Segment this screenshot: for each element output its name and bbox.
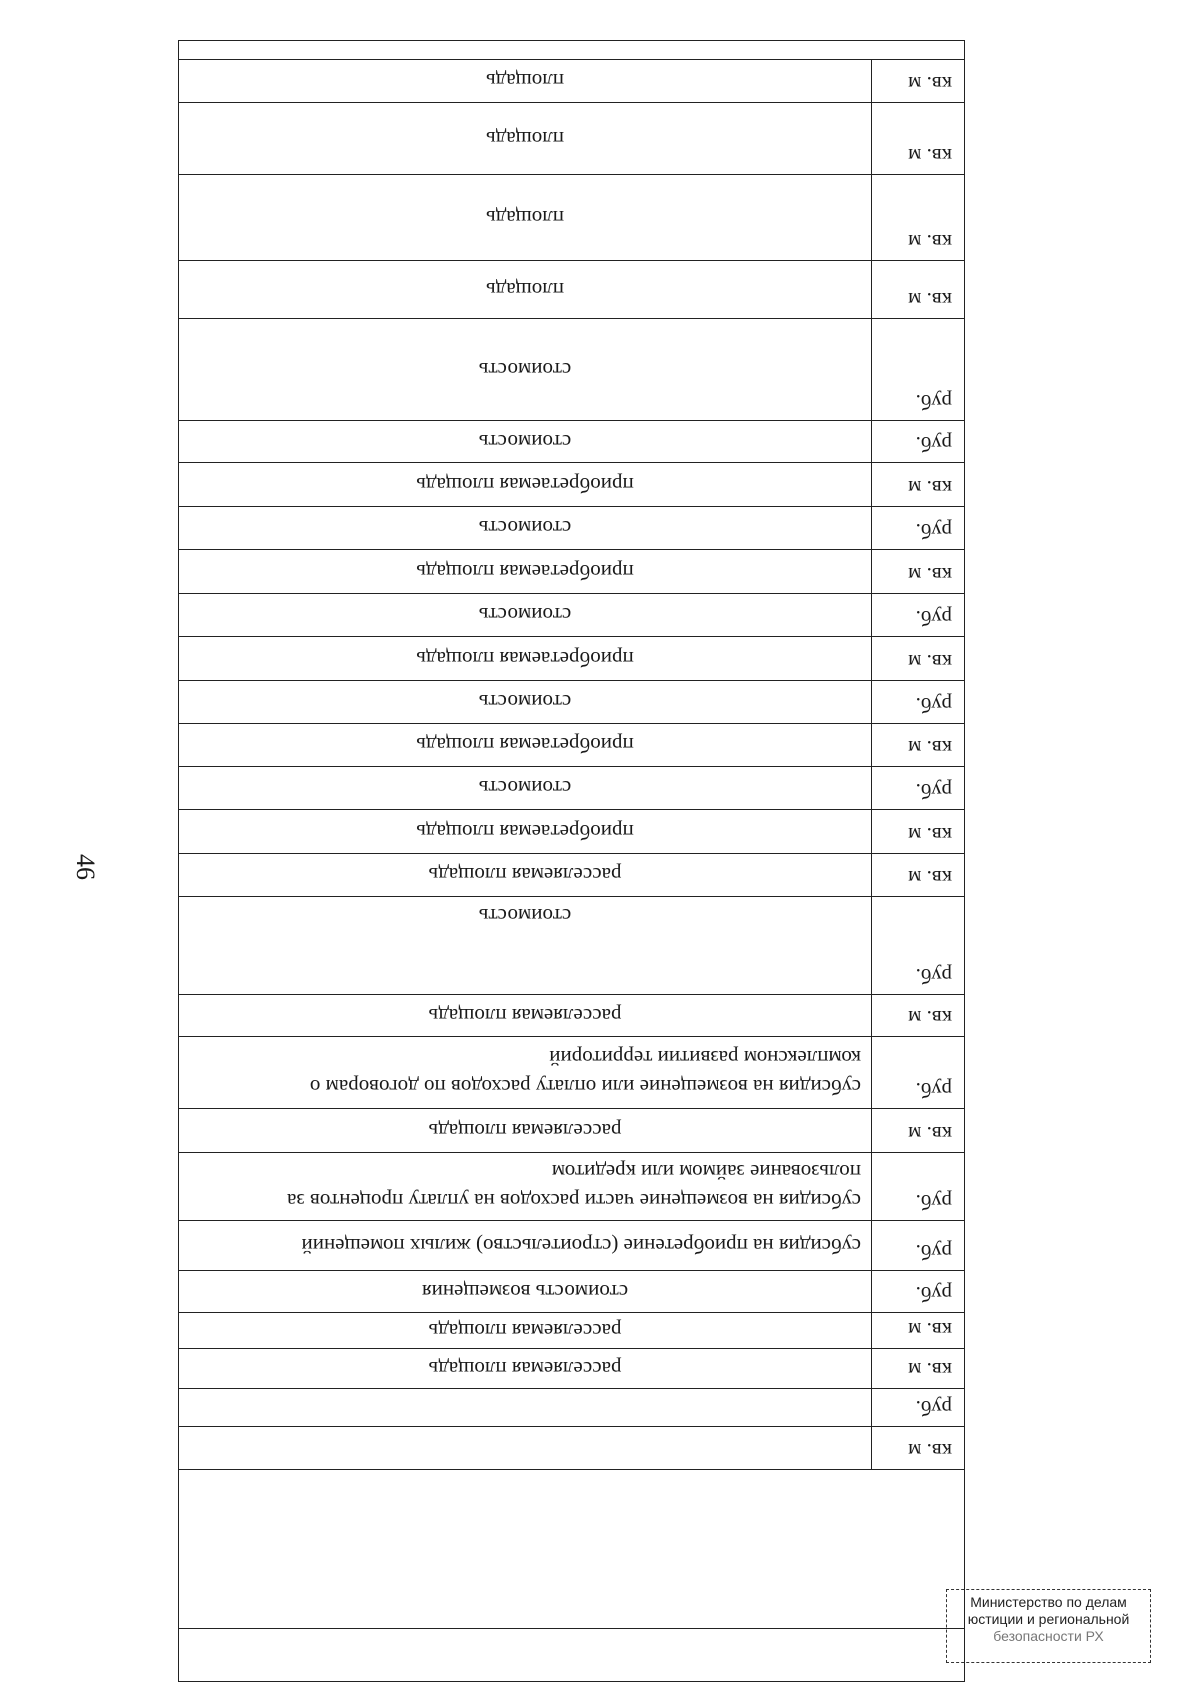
table-row	[179, 260, 964, 318]
description-cell: площадь	[486, 277, 564, 302]
unit-cell: руб.	[871, 507, 964, 549]
table-row	[179, 593, 964, 636]
table-header-block	[179, 1469, 964, 1681]
unit-cell: кв. м	[871, 1313, 964, 1348]
unit-cell: кв. м	[871, 1109, 964, 1152]
table-row	[179, 462, 964, 506]
table-row	[179, 853, 964, 896]
table-row	[179, 680, 964, 723]
description-cell: стоимость	[478, 690, 572, 715]
table-row	[179, 766, 964, 809]
table-row	[179, 1036, 964, 1108]
table-row	[179, 174, 964, 260]
unit-cell: кв. м	[871, 261, 964, 318]
table-row	[179, 1388, 964, 1426]
description-cell: стоимость возмещения	[421, 1279, 629, 1304]
table-row	[179, 102, 964, 174]
table-row	[179, 809, 964, 853]
table-row	[179, 59, 964, 102]
unit-cell: кв. м	[871, 810, 964, 853]
stamp-line: Министерство по делам	[970, 1594, 1127, 1610]
unit-cell: руб.	[871, 1221, 964, 1270]
table-row	[179, 549, 964, 593]
unit-cell: кв. м	[871, 175, 964, 260]
unit-cell: руб.	[871, 421, 964, 462]
unit-cell: руб.	[871, 1153, 964, 1220]
description-cell: стоимость	[478, 776, 572, 801]
description-cell: субсидия на возмещение части расходов на уплату процентов за пользование займом или кредитом	[287, 1160, 861, 1213]
header-subrow	[179, 1628, 964, 1681]
unit-cell: кв. м	[871, 1349, 964, 1388]
table-row	[179, 420, 964, 462]
table-row	[179, 506, 964, 549]
description-cell: расселяемая площадь	[428, 1003, 622, 1028]
description-cell: стоимость	[478, 357, 572, 382]
table-row	[179, 1220, 964, 1270]
unit-cell: руб.	[871, 1271, 964, 1312]
table-row	[179, 1270, 964, 1312]
registration-stamp	[946, 1589, 1151, 1663]
unit-cell: кв. м	[871, 995, 964, 1036]
table-row	[179, 318, 964, 420]
description-cell	[179, 1427, 871, 1469]
table-row	[179, 1426, 964, 1469]
table-row	[179, 1108, 964, 1152]
unit-cell: кв. м	[871, 60, 964, 102]
description-cell: приобретаемая площадь	[416, 646, 634, 671]
description-cell: приобретаемая площадь	[416, 472, 634, 497]
unit-cell: кв. м	[871, 463, 964, 506]
description-cell: расселяемая площадь	[428, 1118, 622, 1143]
description-cell: стоимость	[478, 516, 572, 541]
description-cell: приобретаемая площадь	[416, 559, 634, 584]
table-row	[179, 1312, 964, 1348]
description-cell: площадь	[486, 69, 564, 94]
description-cell: расселяемая площадь	[428, 1356, 622, 1381]
description-cell: площадь	[486, 205, 564, 230]
unit-cell: кв. м	[871, 550, 964, 593]
unit-cell: руб.	[871, 681, 964, 723]
unit-cell: руб.	[871, 1037, 964, 1108]
unit-cell: кв. м	[871, 724, 964, 766]
table-row	[179, 53, 964, 59]
unit-cell: руб.	[871, 1389, 964, 1426]
unit-cell: руб.	[871, 897, 964, 994]
description-cell: стоимость	[478, 904, 572, 928]
unit-cell	[871, 53, 964, 59]
unit-cell: кв. м	[871, 854, 964, 896]
page-number: 46	[71, 854, 100, 880]
stamp-line: юстиции и региональной	[967, 1610, 1130, 1627]
unit-cell: кв. м	[871, 1427, 964, 1469]
description-cell: стоимость	[478, 603, 572, 628]
description-cell: расселяемая площадь	[428, 863, 622, 888]
description-cell: приобретаемая площадь	[416, 819, 634, 844]
table-row	[179, 994, 964, 1036]
table-row	[179, 1348, 964, 1388]
unit-cell: руб.	[871, 319, 964, 420]
unit-cell: кв. м	[871, 103, 964, 174]
document-table	[178, 40, 965, 1682]
description-cell: субсидия на возмещение или оплату расходов по договорам о комплексном развитии территорий	[309, 1046, 861, 1099]
unit-cell: руб.	[871, 594, 964, 636]
table-row	[179, 1152, 964, 1220]
description-cell: субсидия на приобретение (строительство) жилых помещений	[301, 1233, 861, 1258]
table-row	[179, 636, 964, 680]
table-row	[179, 723, 964, 766]
description-cell	[179, 1389, 871, 1426]
description-cell: расселяемая площадь	[428, 1318, 622, 1343]
unit-cell: руб.	[871, 767, 964, 809]
description-cell: стоимость	[478, 429, 572, 454]
unit-cell: кв. м	[871, 637, 964, 680]
table-row	[179, 896, 964, 994]
description-cell: площадь	[486, 126, 564, 151]
description-cell: приобретаемая площадь	[416, 733, 634, 758]
stamp-line: безопасности РХ	[993, 1627, 1104, 1644]
